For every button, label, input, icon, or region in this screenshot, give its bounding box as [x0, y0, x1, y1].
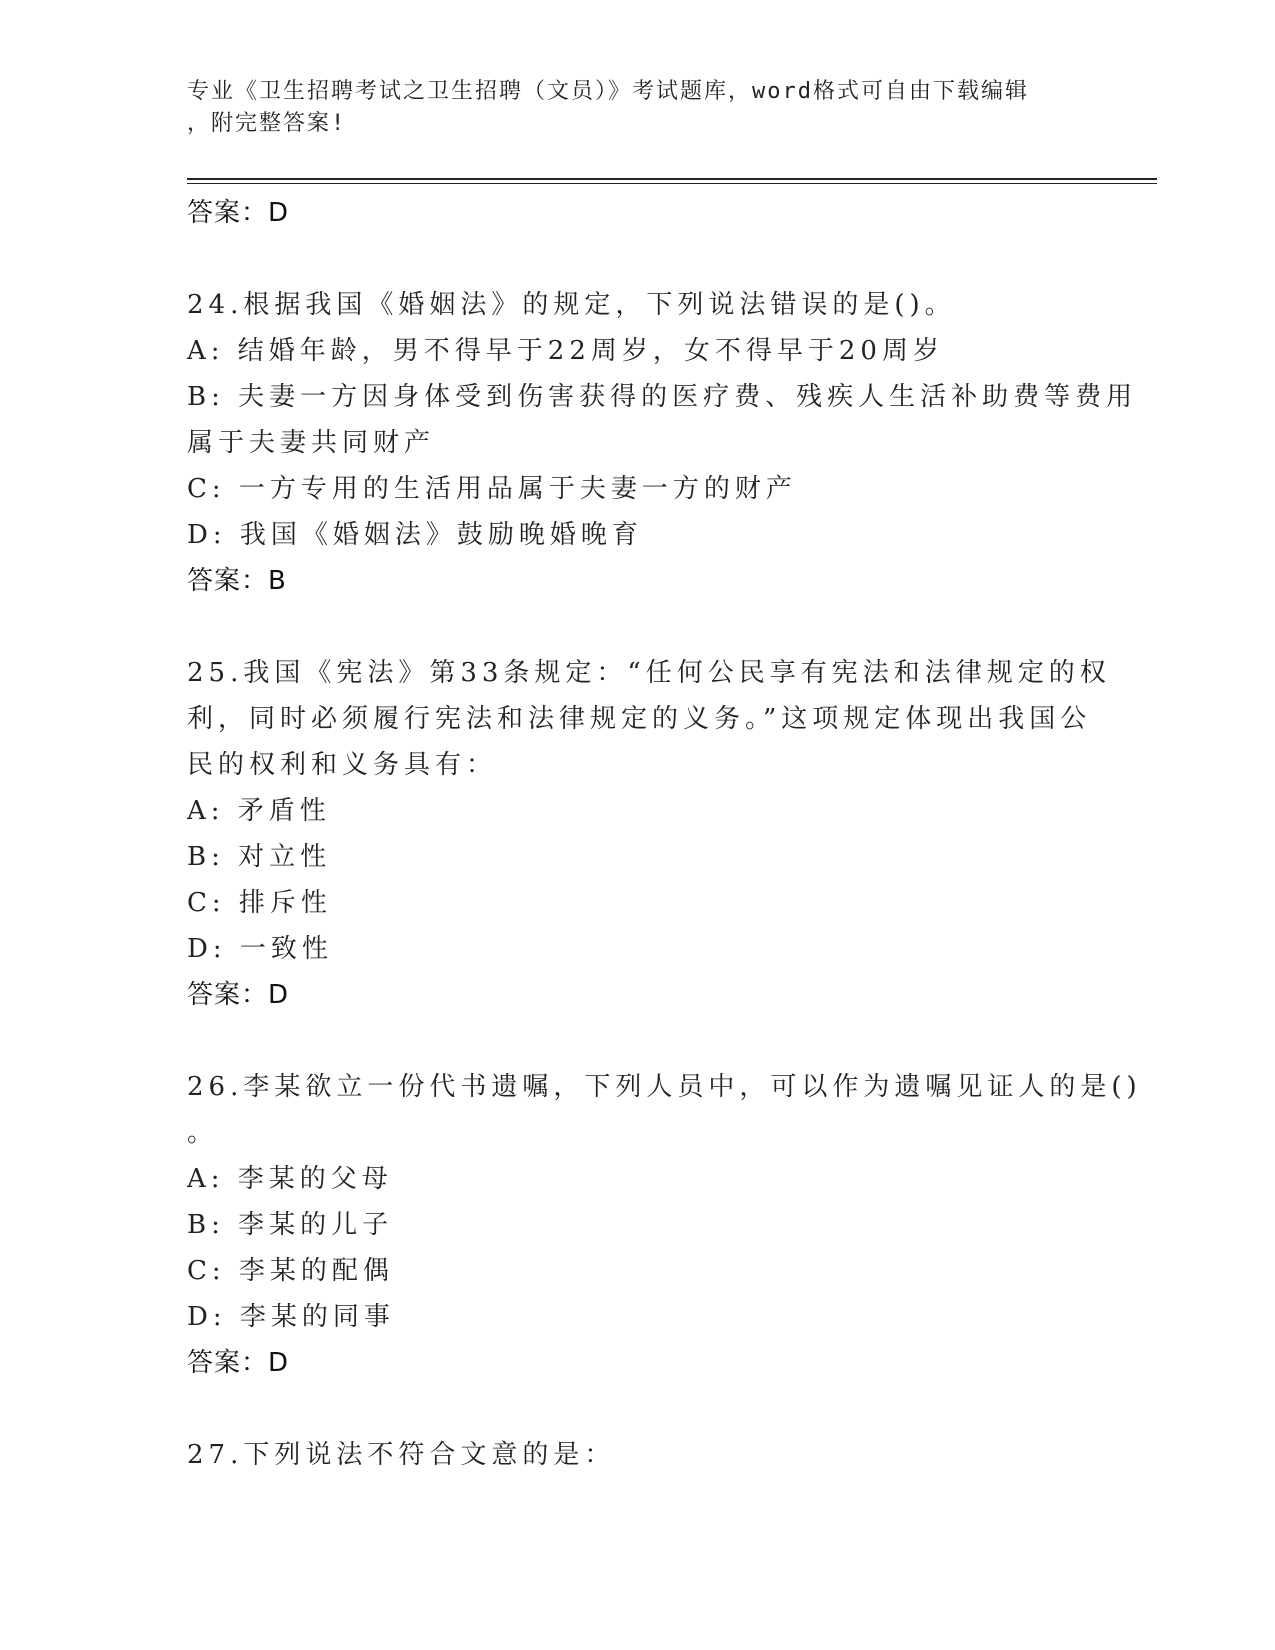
spacer	[187, 604, 1087, 650]
question-text: 25.我国《宪法》第33条规定：“任何公民享有宪法和法律规定的权	[187, 658, 1111, 688]
document-header	[187, 76, 1087, 140]
answer-option: D: 我国《婚姻法》鼓励晚婚晚育	[187, 520, 643, 550]
question-block	[187, 650, 1111, 1064]
question-text: 24.根据我国《婚姻法》的规定，下列说法错误的是()。	[187, 290, 956, 320]
question-block	[187, 190, 1087, 282]
question-block	[187, 1432, 1087, 1478]
answer-option: D: 一致性	[187, 934, 333, 964]
question-block	[187, 282, 1138, 650]
answer-option: C: 排斥性	[187, 888, 332, 918]
answer-option: C: 李某的配偶	[187, 1256, 394, 1286]
answer-key: 答案：D	[187, 980, 290, 1010]
answer-option: A: 结婚年龄，男不得早于22周岁，女不得早于20周岁	[187, 336, 944, 366]
question-text: 26.李某欲立一份代书遗嘱，下列人员中，可以作为遗嘱见证人的是()	[187, 1072, 1142, 1102]
answer-key: 答案：D	[187, 1348, 290, 1378]
answer-key: 答案：D	[187, 198, 290, 228]
spacer	[187, 236, 1087, 282]
question-text: 民的权利和义务具有：	[187, 750, 498, 780]
answer-option: 属于夫妻共同财产	[187, 428, 436, 458]
answer-option: D: 李某的同事	[187, 1302, 395, 1332]
spacer	[187, 1386, 1087, 1432]
question-text: 。	[187, 1118, 219, 1148]
header-line-2: ，附完整答案!	[187, 111, 347, 136]
answer-key: 答案：B	[187, 566, 287, 596]
answer-option: B: 李某的儿子	[187, 1210, 394, 1240]
header-divider	[187, 178, 1157, 180]
question-text: 利，同时必须履行宪法和法律规定的义务。”这项规定体现出我国公	[187, 704, 1092, 734]
answer-option: A: 矛盾性	[187, 796, 331, 826]
header-divider-thin	[187, 183, 1157, 184]
answer-option: B: 夫妻一方因身体受到伤害获得的医疗费、残疾人生活补助费等费用	[187, 382, 1138, 412]
question-block	[187, 1064, 1142, 1432]
answer-option: A: 李某的父母	[187, 1164, 393, 1194]
spacer	[187, 1018, 1087, 1064]
answer-option: B: 对立性	[187, 842, 332, 872]
header-line-1: 专业《卫生招聘考试之卫生招聘（文员）》考试题库，word格式可自由下载编辑	[187, 79, 1029, 104]
answer-option: C: 一方专用的生活用品属于夫妻一方的财产	[187, 474, 797, 504]
question-text: 27.下列说法不符合文意的是：	[187, 1440, 616, 1470]
question-list	[187, 190, 1142, 1478]
